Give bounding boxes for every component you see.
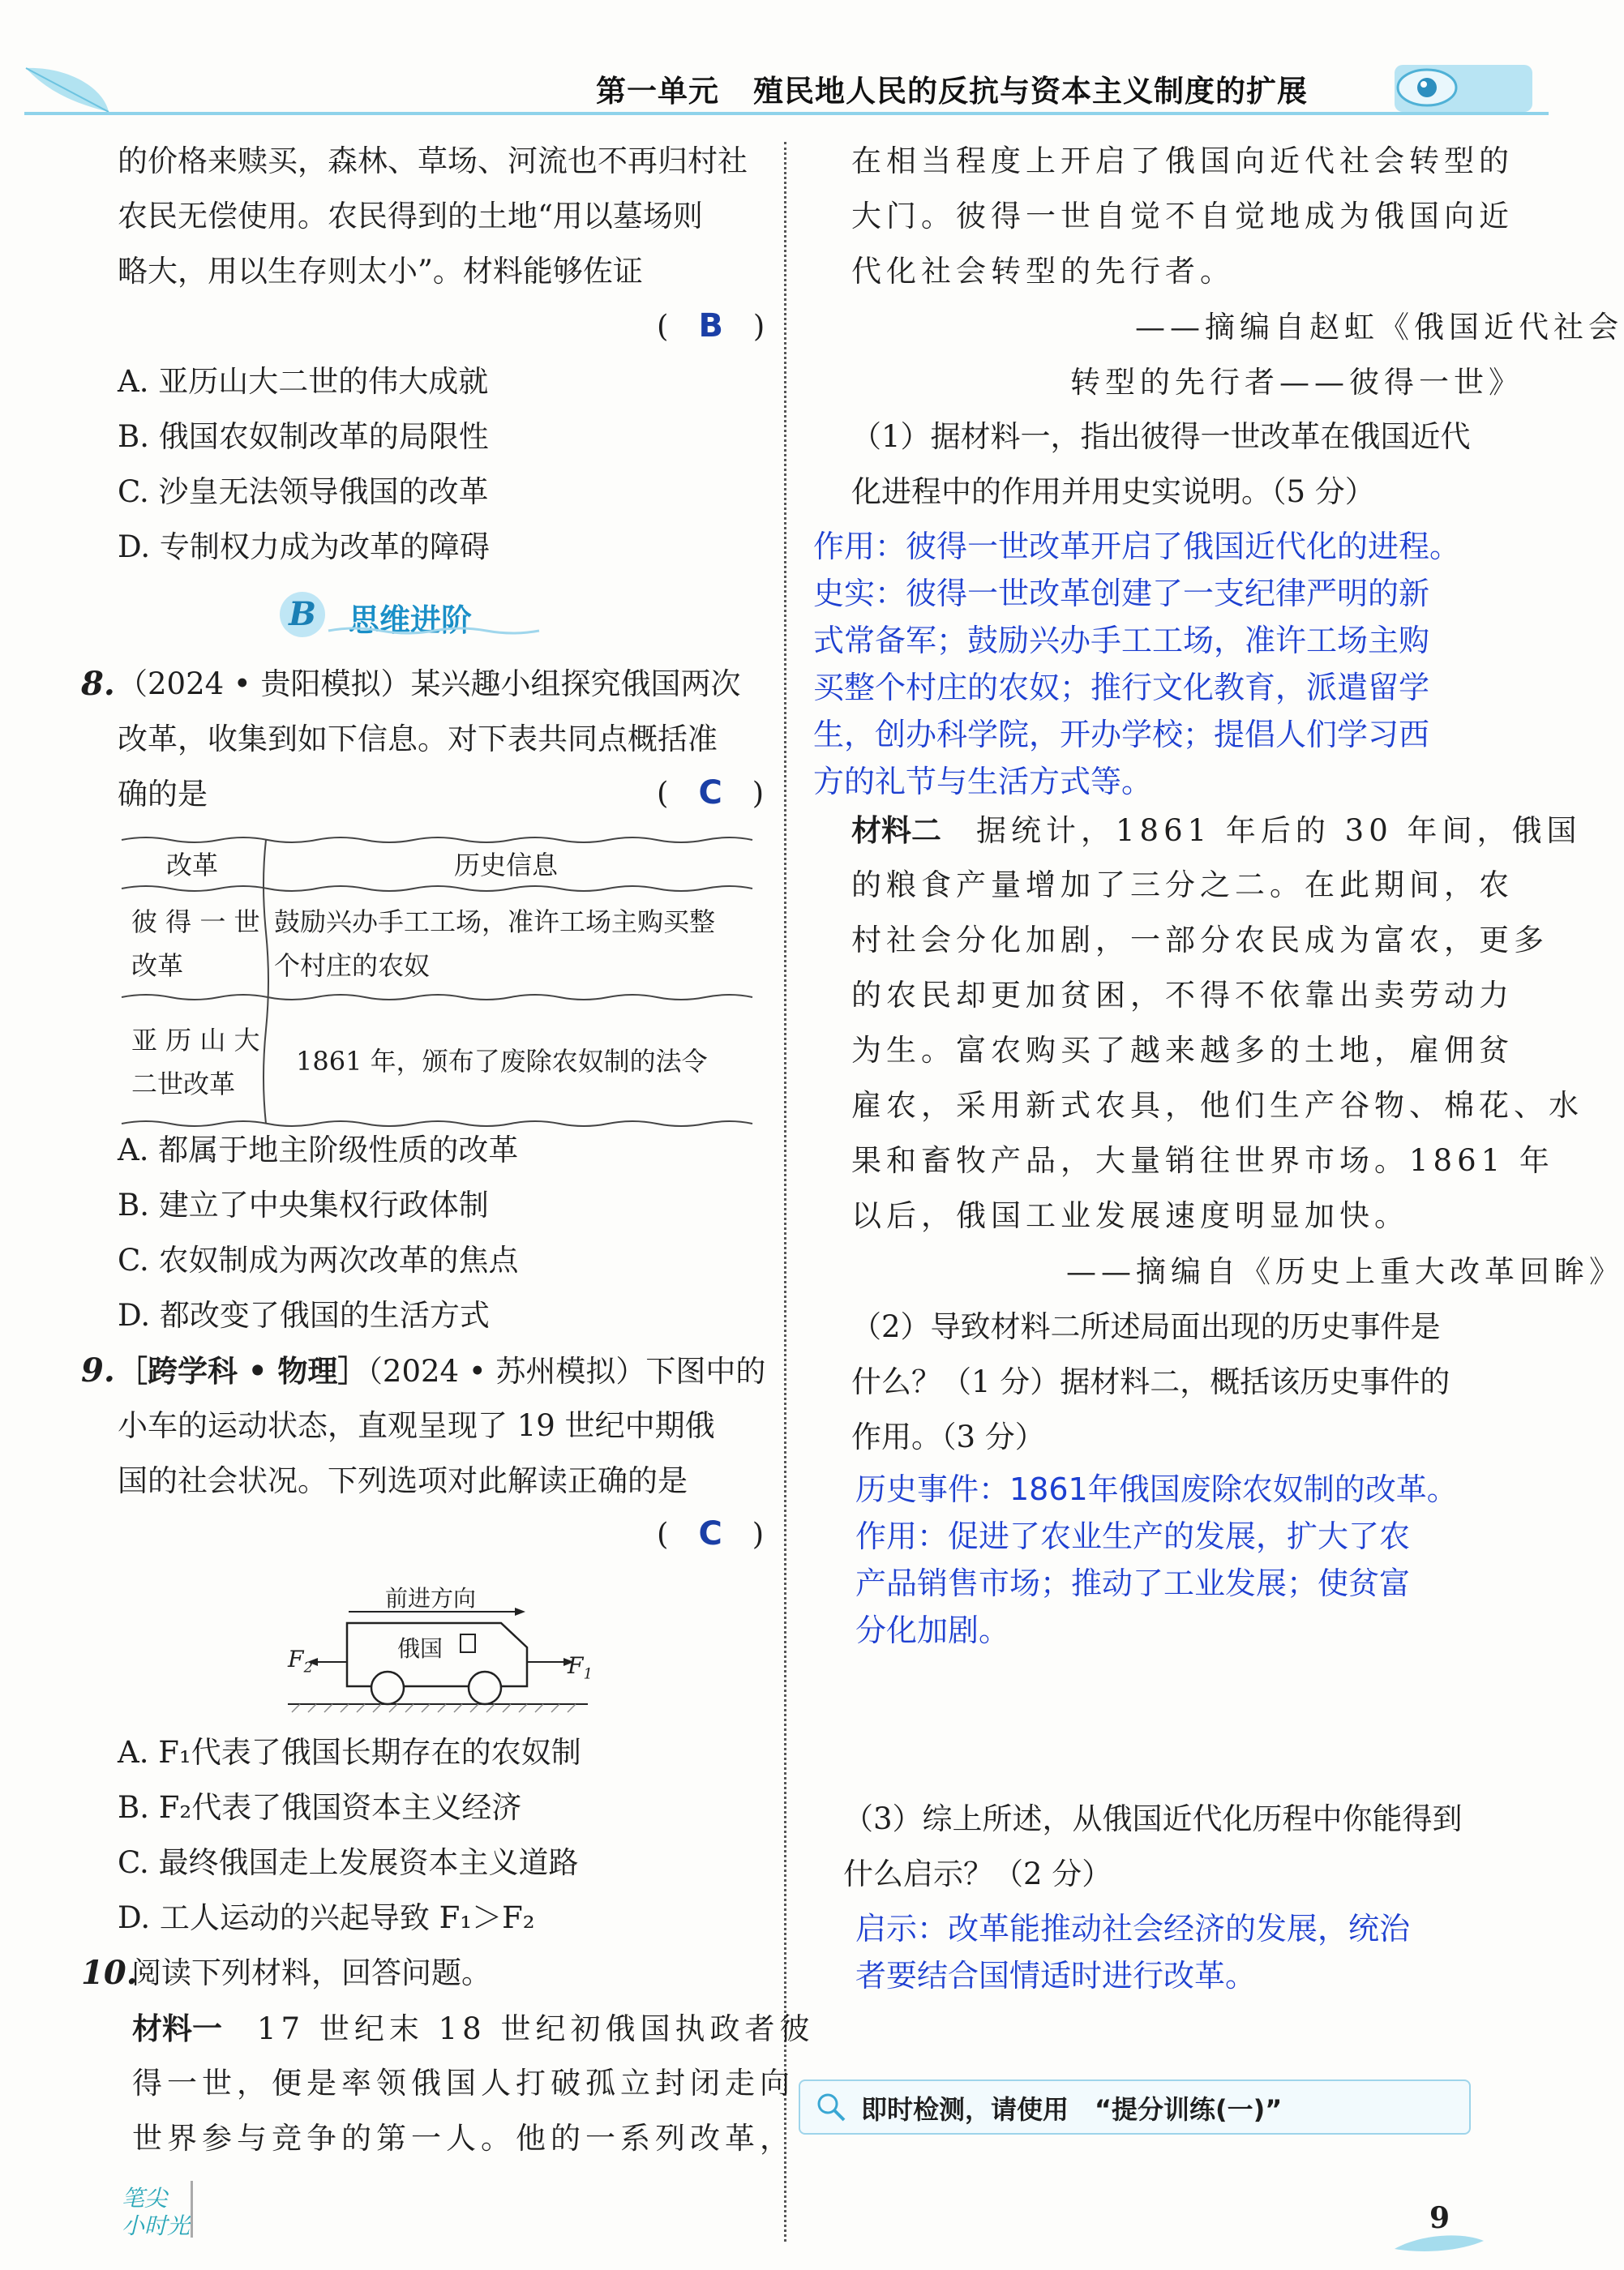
q9-text-line: （2024 • 苏州模拟）下图中的: [367, 1354, 766, 1389]
q7-option-d: D. 专制权力成为改革的障碍: [118, 529, 490, 564]
material-two-line: 以后，俄国工业发展速度明显加快。: [851, 1198, 1409, 1233]
material-one-line: 得一世，便是率领俄国人打破孤立封闭走向: [132, 2066, 795, 2101]
q9-number: 9.: [81, 1351, 115, 1390]
q8-option-d: D. 都改变了俄国的生活方式: [118, 1298, 490, 1333]
force-f2-label: $F_2$: [288, 1646, 313, 1677]
table-cell-reform: 改革: [131, 950, 184, 981]
q9-answer: C: [698, 1515, 722, 1553]
q8-text-line: （2024 • 贵阳模拟）某兴趣小组探究俄国两次: [118, 666, 741, 701]
section-letter: B: [280, 592, 325, 637]
answer-2-line: 历史事件：1861年俄国废除农奴制的改革。: [855, 1471, 1458, 1507]
source-line: 转型的先行者——彼得一世》: [1070, 365, 1523, 400]
header-rule: [24, 112, 1549, 115]
q10-text: 阅读下列材料，回答问题。: [131, 1955, 491, 1990]
material-one-line: 在相当程度上开启了俄国向近代社会转型的: [851, 143, 1514, 178]
material-one-line: 世界参与竞争的第一人。他的一系列改革，: [132, 2121, 795, 2156]
material-one-line: 大门。彼得一世自觉不自觉地成为俄国向近: [851, 199, 1514, 233]
material-two-line: 据统计，1861 年后的 30 年间，俄国: [976, 813, 1582, 848]
reform-table: [122, 835, 752, 1129]
material-one-line: 代化社会转型的先行者。: [851, 254, 1235, 289]
footer-note-line: 笔尖: [122, 2185, 168, 2212]
question-3-line: 什么启示？（2 分）: [843, 1857, 1112, 1891]
answer-2-line: 产品销售市场；推动了工业发展；使贫富: [855, 1565, 1411, 1601]
q8-option-c: C. 农奴制成为两次改革的焦点: [118, 1243, 519, 1278]
material-two-line: 果和畜牧产品，大量销往世界市场。1861 年: [851, 1143, 1554, 1178]
q8-option-b: B. 建立了中央集权行政体制: [118, 1188, 489, 1223]
q7-option-b: B. 俄国农奴制改革的局限性: [118, 419, 489, 454]
footer-brand: [122, 2185, 190, 2240]
q8-option-a: A. 都属于地主阶级性质的改革: [118, 1133, 519, 1167]
table-cell-reform: 二世改革: [131, 1069, 236, 1099]
q9-option-b: B. F₂代表了俄国资本主义经济: [118, 1790, 522, 1825]
question-2-line: 什么？（1 分）据材料二，概括该历史事件的: [851, 1364, 1450, 1399]
answer-1-line: 买整个村庄的农奴；推行文化教育，派遣留学: [813, 670, 1430, 705]
column-divider: [784, 142, 786, 2242]
q7-option-a: A. 亚历山大二世的伟大成就: [118, 364, 489, 399]
q8-answer-bracket: ( C ): [657, 774, 765, 812]
q7-answer: B: [698, 307, 723, 345]
page-number: 9: [1429, 2201, 1450, 2235]
q9-option-d: D. 工人运动的兴起导致 F₁＞F₂: [118, 1900, 535, 1935]
answer-2-line: 作用：促进了农业生产的发展，扩大了农: [855, 1518, 1411, 1554]
q9-option-a: A. F₁代表了俄国长期存在的农奴制: [118, 1735, 581, 1770]
q7-text-line: 的价格来赎买，森林、草场、河流也不再归村社: [118, 143, 748, 178]
question-3-line: （3）综上所述，从俄国近代化历程中你能得到: [843, 1801, 1463, 1836]
answer-1-line: 式常备军；鼓励兴办手工工场，准许工场主购: [813, 623, 1430, 658]
material-two-line: 雇农，采用新式农具，他们生产谷物、棉花、水: [851, 1088, 1583, 1123]
q8-answer: C: [698, 774, 722, 812]
answer-2-line: 分化加剧。: [855, 1613, 1010, 1648]
question-2-line: 作用。（3 分）: [851, 1420, 1045, 1454]
car-label: 俄国: [397, 1635, 443, 1662]
material-one-label: 材料一: [132, 2011, 222, 2046]
material-two-line: 的粮食产量增加了三分之二。在此期间，农: [851, 867, 1514, 902]
q9-answer-bracket: ( C ): [657, 1515, 765, 1553]
q7-text-line: 农民无偿使用。农民得到的土地“用以墓场则: [118, 199, 703, 233]
q8-text-line: 确的是: [118, 777, 208, 812]
unit-label: 第一单元: [596, 74, 719, 109]
q8-text-line: 改革，收集到如下信息。对下表共同点概括准: [118, 722, 718, 756]
material-two-line: 为生。富农购买了越来越多的土地，雇佣贫: [851, 1033, 1514, 1068]
quick-check-box[interactable]: [799, 2079, 1471, 2135]
answer-3-line: 者要结合国情适时进行改革。: [855, 1958, 1257, 1994]
answer-1-line: 方的礼节与生活方式等。: [813, 764, 1153, 799]
page-header: [596, 66, 1308, 110]
material-one-line: 17 世纪末 18 世纪初俄国执政者彼: [257, 2011, 815, 2046]
table-header-info: 历史信息: [454, 850, 559, 880]
q7-option-c: C. 沙皇无法领导俄国的改革: [118, 474, 489, 509]
leaf-icon: [1395, 2231, 1484, 2255]
eye-logo-icon: [1370, 57, 1532, 115]
q8-number: 8.: [81, 665, 115, 703]
direction-label: 前进方向: [385, 1585, 477, 1612]
q9-option-c: C. 最终俄国走上发展资本主义道路: [118, 1845, 579, 1880]
answer-3-line: 启示：改革能推动社会经济的发展，统治: [855, 1911, 1411, 1947]
table-cell-reform: 亚 历 山 大: [131, 1025, 260, 1056]
answer-1-line: 作用：彼得一世改革开启了俄国近代化的进程。: [813, 529, 1461, 564]
table-header-reform: 改革: [166, 850, 219, 880]
table-cell-info: 个村庄的农奴: [274, 950, 431, 981]
q7-text-line: 略大，用以生存则太小”。材料能够佐证: [118, 254, 643, 289]
quick-check-text: 即时检测，请使用 “提分训练(一)”: [861, 2094, 1283, 2125]
force-f1-label: $F_1$: [568, 1652, 593, 1683]
section-title: 思维进阶: [349, 602, 473, 638]
answer-1-line: 生，创办科学院，开办学校；提倡人们学习西: [813, 717, 1430, 752]
material-two-line: 的农民却更加贫困，不得不依靠出卖劳动力: [851, 978, 1514, 1013]
material-two-label: 材料二: [851, 812, 941, 848]
search-icon: [815, 2091, 847, 2123]
unit-title: 殖民地人民的反抗与资本主义制度的扩展: [753, 74, 1308, 109]
source-line: ——摘编自赵虹《俄国近代社会: [1135, 310, 1623, 345]
feather-icon: [18, 58, 115, 115]
question-1-line: 化进程中的作用并用史实说明。（5 分）: [851, 474, 1375, 509]
footer-divider: [191, 2181, 193, 2238]
table-cell-info: 1861 年，颁布了废除农奴制的法令: [296, 1046, 708, 1077]
material-two-line: 村社会分化加剧，一部分农民成为富农，更多: [851, 923, 1549, 957]
section-underline: [328, 626, 539, 636]
q10-number: 10.: [81, 1954, 138, 1992]
question-1-line: （1）据材料一，指出彼得一世改革在俄国近代: [851, 419, 1471, 454]
source-line: ——摘编自《历史上重大改革回眸》: [1066, 1254, 1624, 1289]
q9-tag: ［跨学科 • 物理］: [118, 1353, 368, 1389]
question-2-line: （2）导致材料二所述局面出现的历史事件是: [851, 1309, 1441, 1344]
q9-text-line: 小车的运动状态，直观呈现了 19 世纪中期俄: [118, 1408, 715, 1443]
footer-note-line: 小时光: [122, 2212, 191, 2239]
q9-text-line: 国的社会状况。下列选项对此解读正确的是: [118, 1463, 688, 1498]
table-cell-info: 鼓励兴办手工工场，准许工场主购买整: [274, 906, 716, 937]
answer-1-line: 史实：彼得一世改革创建了一支纪律严明的新: [813, 576, 1430, 611]
force-diagram: [284, 1581, 592, 1715]
q7-answer-bracket: ( B ): [657, 307, 765, 345]
table-cell-reform: 彼 得 一 世: [131, 906, 260, 937]
